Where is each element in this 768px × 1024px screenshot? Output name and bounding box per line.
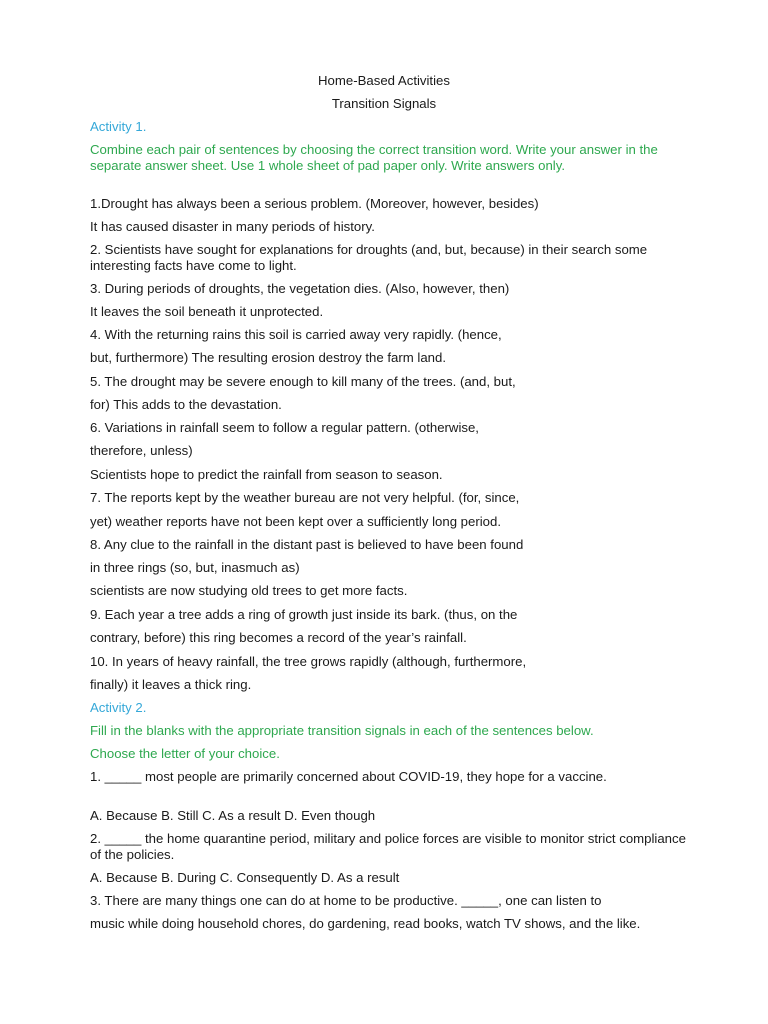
activity-2-line: 1. _____ most people are primarily concerned about COVID-19, they hope for a vaccine. xyxy=(90,769,607,784)
activity-2-instruction: Fill in the blanks with the appropriate transition signals in each of the sentences below. xyxy=(90,723,594,738)
activity-2-line: 2. _____ the home quarantine period, military and police forces are visible to monitor strict compliance of the policies. xyxy=(90,831,686,862)
activity-2-line: A. Because B. During C. Consequently D. As a result xyxy=(90,870,400,885)
activity-1-line: 8. Any clue to the rainfall in the distant past is believed to have been found xyxy=(90,537,524,552)
activity-1-line: Scientists hope to predict the rainfall from season to season. xyxy=(90,467,443,482)
activity-1-line: finally) it leaves a thick ring. xyxy=(90,677,252,692)
activity-1-line: 5. The drought may be severe enough to kill many of the trees. (and, but, xyxy=(90,374,516,389)
activity-1-heading: Activity 1. xyxy=(90,119,147,134)
activity-1-line: 2. Scientists have sought for explanations for droughts (and, but, because) in their search some interesting facts have come to light. xyxy=(90,242,648,273)
activity-1-line: It has caused disaster in many periods of history. xyxy=(90,219,375,234)
activity-1-line: scientists are now studying old trees to get more facts. xyxy=(90,583,408,598)
activity-1-instruction: Combine each pair of sentences by choosing the correct transition word. Write your answer in the separate answer sheet. Use 1 whole sheet of pad paper only. Write answers only. xyxy=(90,142,658,173)
activity-1-line: but, furthermore) The resulting erosion destroy the farm land. xyxy=(90,350,446,365)
activity-1-line: yet) weather reports have not been kept over a sufficiently long period. xyxy=(90,514,502,529)
document-title: Home-Based Activities xyxy=(318,73,450,88)
activity-1-line: contrary, before) this ring becomes a record of the year’s rainfall. xyxy=(90,630,467,645)
activity-1-line: therefore, unless) xyxy=(90,443,193,458)
activity-2-heading: Activity 2. xyxy=(90,700,147,715)
activity-1-line: 9. Each year a tree adds a ring of growth just inside its bark. (thus, on the xyxy=(90,607,518,622)
activity-2-line: A. Because B. Still C. As a result D. Even though xyxy=(90,808,376,823)
activity-1-line: 7. The reports kept by the weather bureau are not very helpful. (for, since, xyxy=(90,490,520,505)
activity-2-line: music while doing household chores, do gardening, read books, watch TV shows, and the like. xyxy=(90,916,641,931)
activity-2-instruction-2: Choose the letter of your choice. xyxy=(90,746,280,761)
activity-2-line: 3. There are many things one can do at home to be productive. _____, one can listen to xyxy=(90,893,602,908)
activity-1-line: 4. With the returning rains this soil is carried away very rapidly. (hence, xyxy=(90,327,502,342)
activity-1-line: 1.Drought has always been a serious problem. (Moreover, however, besides) xyxy=(90,196,539,211)
document-subtitle: Transition Signals xyxy=(331,96,437,111)
activity-1-line: It leaves the soil beneath it unprotected. xyxy=(90,304,324,319)
activity-1-line: 10. In years of heavy rainfall, the tree grows rapidly (although, furthermore, xyxy=(90,654,527,669)
activity-1-line: in three rings (so, but, inasmuch as) xyxy=(90,560,300,575)
activity-1-line: 3. During periods of droughts, the vegetation dies. (Also, however, then) xyxy=(90,281,510,296)
activity-1-line: for) This adds to the devastation. xyxy=(90,397,282,412)
activity-1-line: 6. Variations in rainfall seem to follow a regular pattern. (otherwise, xyxy=(90,420,479,435)
